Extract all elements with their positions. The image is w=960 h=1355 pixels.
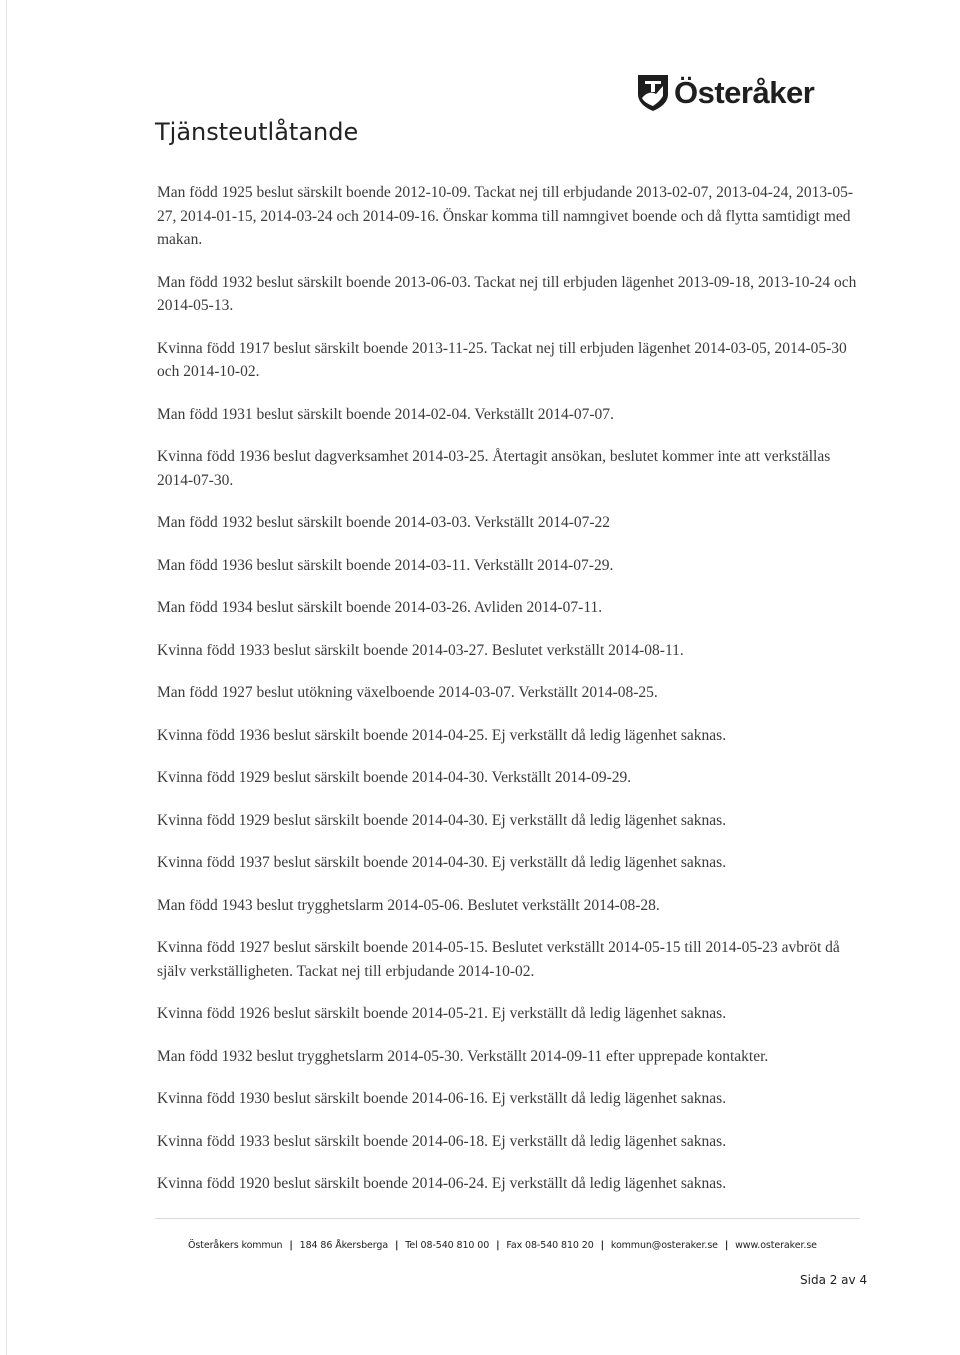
case-entry: Kvinna född 1933 beslut särskilt boende 2014-06-18. Ej verkställt då ledig lägenhet saknas. <box>157 1132 727 1150</box>
case-entry: Man född 1934 beslut särskilt boende 2014-03-26. Avliden 2014-07-11. <box>157 599 603 616</box>
municipal-shield-icon <box>636 72 670 112</box>
case-entry: Kvinna född 1936 beslut särskilt boende 2014-04-25. Ej verkställt då ledig lägenhet saknas. <box>157 726 727 744</box>
case-entry: Man född 1932 beslut särskilt boende 2013-06-03. Tackat nej till erbjuden lägenhet 2013-09-18, 2013-10-24 och 2014-05-13. <box>157 273 857 314</box>
logo-wordmark: Österåker <box>674 74 815 110</box>
footer-separator: | <box>496 1240 500 1251</box>
case-entry: Kvinna född 1936 beslut dagverksamhet 2014-03-25. Återtagit ansökan, beslutet kommer inte att verkställas 2014-07-30. <box>157 448 831 489</box>
case-entry: Kvinna född 1920 beslut särskilt boende 2014-06-24. Ej verkställt då ledig lägenhet saknas. <box>157 1175 727 1192</box>
footer-org: Österåkers kommun <box>188 1240 283 1251</box>
municipality-logo <box>636 72 814 112</box>
document-title: Tjänsteutlåtande <box>155 118 359 146</box>
case-entry: Man född 1927 beslut utökning växelboende 2014-03-07. Verkställt 2014-08-25. <box>157 684 658 701</box>
case-entry: Man född 1936 beslut särskilt boende 2014-03-11. Verkställt 2014-07-29. <box>157 556 614 574</box>
footer-divider <box>155 1218 860 1219</box>
footer-separator: | <box>600 1240 604 1251</box>
footer-contact-line <box>188 1240 817 1251</box>
case-entry: Kvinna född 1929 beslut särskilt boende 2014-04-30. Verkställt 2014-09-29. <box>157 769 632 786</box>
footer-address: 184 86 Åkersberga <box>299 1240 389 1251</box>
case-entry: Man född 1943 beslut trygghetslarm 2014-05-06. Beslutet verkställt 2014-08-28. <box>157 896 660 914</box>
case-entry: Kvinna född 1930 beslut särskilt boende 2014-06-16. Ej verkställt då ledig lägenhet saknas. <box>157 1090 727 1107</box>
case-entry: Man född 1925 beslut särskilt boende 2012-10-09. Tackat nej till erbjudande 2013-02-07, 2013-04-24, 2013-05-27, 2014-01-15, 2014-03-24 och 2014-09-16. Önskar komma till namngivet boende och då flytta samtidigt med makan. <box>157 184 853 248</box>
page-number: Sida 2 av 4 <box>800 1273 868 1287</box>
case-entry: Kvinna född 1926 beslut särskilt boende 2014-05-21. Ej verkställt då ledig lägenhet saknas. <box>157 1005 727 1022</box>
footer-separator: | <box>394 1240 399 1251</box>
footer-separator: | <box>724 1240 729 1251</box>
case-entry: Kvinna född 1937 beslut särskilt boende 2014-04-30. Ej verkställt då ledig lägenhet saknas. <box>157 854 727 871</box>
footer-phone: Tel 08-540 810 00 <box>405 1240 490 1251</box>
case-entry: Kvinna född 1933 beslut särskilt boende 2014-03-27. Beslutet verkställt 2014-08-11. <box>157 641 684 659</box>
scan-edge-line <box>6 0 7 1355</box>
case-entry: Man född 1932 beslut särskilt boende 2014-03-03. Verkställt 2014-07-22 <box>157 514 611 531</box>
case-list <box>157 181 857 1215</box>
footer-web-link[interactable]: www.osteraker.se <box>735 1240 817 1251</box>
footer-separator: | <box>289 1240 293 1251</box>
footer-fax: Fax 08-540 810 20 <box>506 1240 594 1251</box>
case-entry: Man född 1932 beslut trygghetslarm 2014-05-30. Verkställt 2014-09-11 efter upprepade kontakter. <box>157 1047 769 1065</box>
footer-email-link[interactable]: kommun@osteraker.se <box>610 1240 718 1251</box>
case-entry: Kvinna född 1927 beslut särskilt boende 2014-05-15. Beslutet verkställt 2014-05-15 till 2014-05-23 avbröt då själv verkställigheten. Tackat nej till erbjudande 2014-10-02. <box>157 939 840 980</box>
case-entry: Kvinna född 1929 beslut särskilt boende 2014-04-30. Ej verkställt då ledig lägenhet saknas. <box>157 811 727 829</box>
case-entry: Kvinna född 1917 beslut särskilt boende 2013-11-25. Tackat nej till erbjuden lägenhet 2014-03-05, 2014-05-30 och 2014-10-02. <box>157 339 847 380</box>
case-entry: Man född 1931 beslut särskilt boende 2014-02-04. Verkställt 2014-07-07. <box>157 405 614 423</box>
